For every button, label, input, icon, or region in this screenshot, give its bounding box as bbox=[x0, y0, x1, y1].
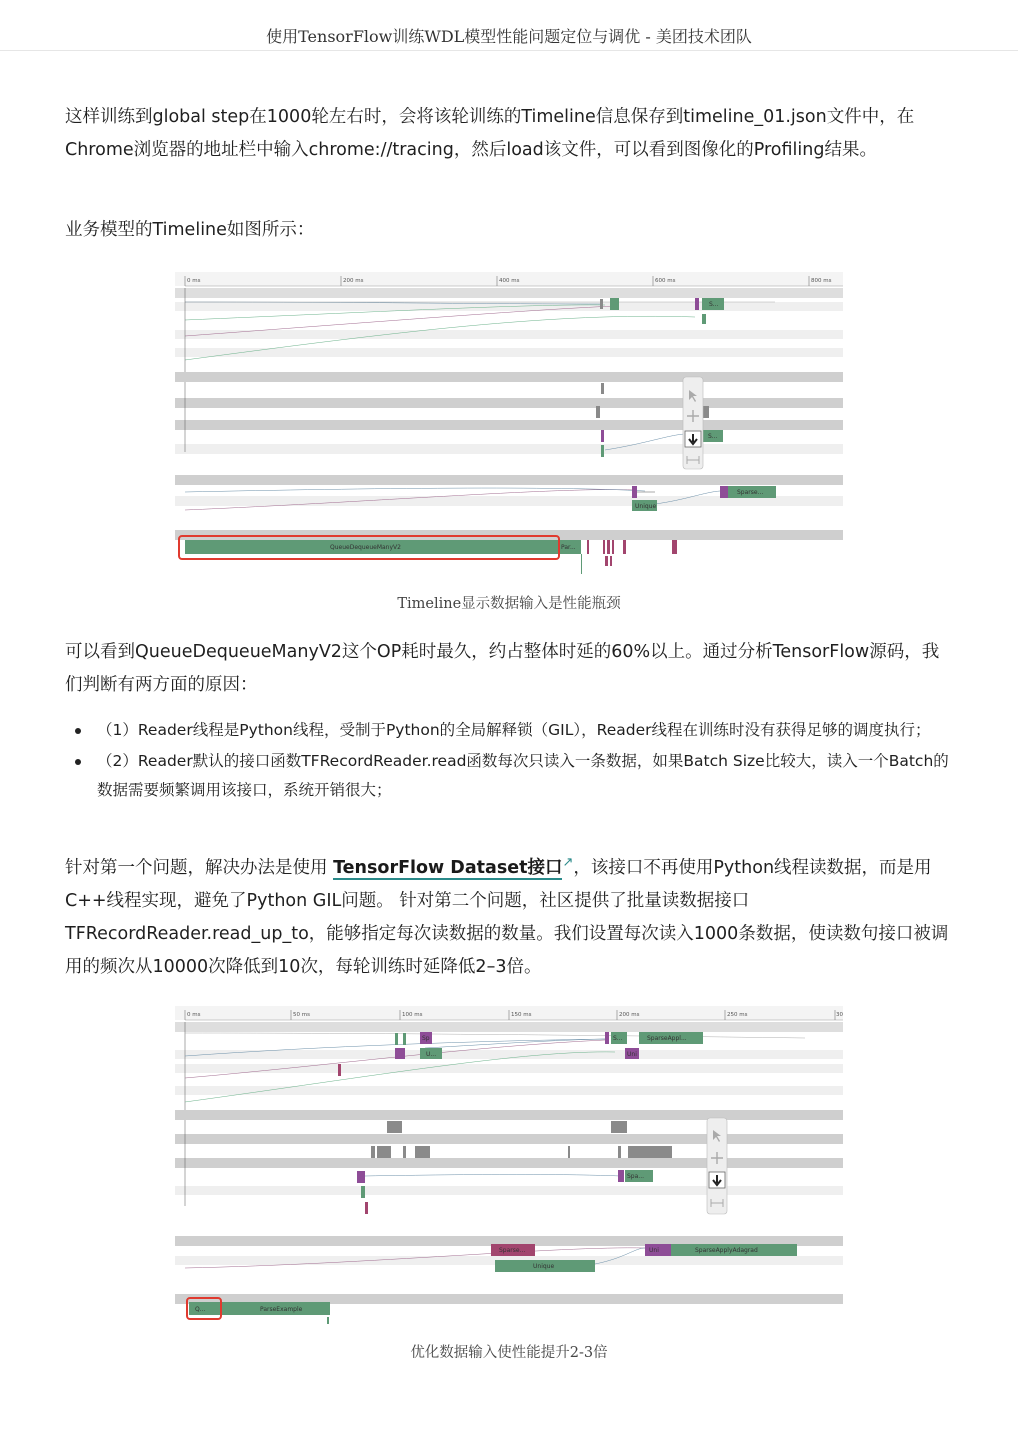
figure-1-caption: Timeline显示数据输入是性能瓶颈 bbox=[397, 596, 621, 612]
fig2-label-q: Q... bbox=[195, 1306, 206, 1313]
list-item: （2）Reader默认的接口函数TFRecordReader.read函数每次只读入一条数据，如果Batch Size比较大，读入一个Batch的数据需要频繁调用该接口，系统开销很大； bbox=[65, 747, 955, 805]
timeline-intro: 业务模型的Timeline如图所示： bbox=[65, 220, 315, 240]
fig1-label-parse: Par... bbox=[561, 544, 576, 551]
page-title: 使用TensorFlow训练WDL模型性能问题定位与调优 - 美团技术团队 bbox=[266, 27, 752, 46]
fig2-tick: 250 ms bbox=[727, 1012, 748, 1018]
fig2-label-sparse-apply: SparseAppl... bbox=[647, 1035, 687, 1042]
fig1-label-queue: QueueDequeueManyV2 bbox=[330, 544, 401, 551]
fig1-tick: 600 ms bbox=[655, 278, 676, 284]
fig2-label-sp: Sp bbox=[422, 1035, 430, 1042]
fig2-label-sparse: Sparse... bbox=[499, 1247, 526, 1254]
fig2-tick: 100 ms bbox=[402, 1012, 423, 1018]
fig1-label-s2: S... bbox=[708, 433, 718, 440]
fig1-tick: 800 ms bbox=[811, 278, 832, 284]
reasons-list bbox=[65, 716, 955, 805]
figure-2-caption: 优化数据输入使性能提升2-3倍 bbox=[410, 1345, 608, 1361]
fig2-label-uni: Uni bbox=[627, 1051, 637, 1058]
fig2-label-s: S... bbox=[613, 1035, 623, 1042]
fig2-tick: 50 ms bbox=[293, 1012, 310, 1018]
fig2-label-u: U... bbox=[426, 1051, 437, 1058]
fig2-tick: 200 ms bbox=[619, 1012, 640, 1018]
fig2-label-uni-2: Uni bbox=[649, 1247, 659, 1254]
fig2-tool-palette bbox=[707, 1118, 727, 1214]
link-icon[interactable]: ↗ bbox=[562, 855, 574, 870]
fig1-label-s1: S... bbox=[709, 301, 719, 308]
list-item: （1）Reader线程是Python线程，受制于Python的全局解释锁（GIL），Reader线程在训练时没有获得足够的调度执行； bbox=[65, 716, 955, 745]
fig1-label-sparse: Sparse... bbox=[737, 489, 764, 496]
fig2-tick: 150 ms bbox=[511, 1012, 532, 1018]
bullet-icon bbox=[75, 759, 81, 765]
fig2-tick: 0 ms bbox=[187, 1012, 201, 1018]
fig1-tool-palette bbox=[683, 377, 703, 469]
fig2-label-sparse-apply-full: SparseApplyAdagrad bbox=[695, 1247, 758, 1254]
analysis-paragraph: 可以看到QueueDequeueManyV2这个OP耗时最久，约占整体时延的60%以上。通过分析TensorFlow源码，我们判断有两方面的原因： bbox=[65, 642, 940, 695]
figure-1-timeline bbox=[175, 272, 843, 578]
fig2-label-spa: Spa... bbox=[627, 1173, 645, 1180]
page-header bbox=[0, 0, 1018, 51]
tensorflow-dataset-link[interactable]: TensorFlow Dataset接口 bbox=[333, 857, 563, 878]
fig1-tick: 400 ms bbox=[499, 278, 520, 284]
fig1-label-unique: Unique bbox=[635, 503, 657, 510]
fig2-label-unique: Unique bbox=[533, 1263, 555, 1270]
fig1-tick: 0 ms bbox=[187, 278, 201, 284]
bullet-icon bbox=[75, 728, 81, 734]
solution-paragraph: 针对第一个问题，解决办法是使用 TensorFlow Dataset接口↗，该接口不再使用Python线程读数据，而是用C++线程实现，避免了Python GIL问题。 针对第二个问题，社区提供了批量读数据接口TFRecordReader.read_up_to，能够指定每次读数据的数量。我们设置每次读入1000条数据，使读数句接口被调用的频次从10000次降低到10次，每轮训练时延降低2–3倍。 bbox=[65, 855, 949, 977]
fig2-tick: 30 bbox=[836, 1012, 843, 1018]
fig1-tick: 200 ms bbox=[343, 278, 364, 284]
figure-2-timeline bbox=[175, 1006, 843, 1324]
intro-paragraph: 这样训练到global step在1000轮左右时，会将该轮训练的Timeline信息保存到timeline_01.json文件中，在Chrome浏览器的地址栏中输入chrome://tracing，然后load该文件，可以看到图像化的Profiling结果。 bbox=[65, 107, 915, 160]
fig2-label-parse-example: ParseExample bbox=[260, 1306, 303, 1313]
